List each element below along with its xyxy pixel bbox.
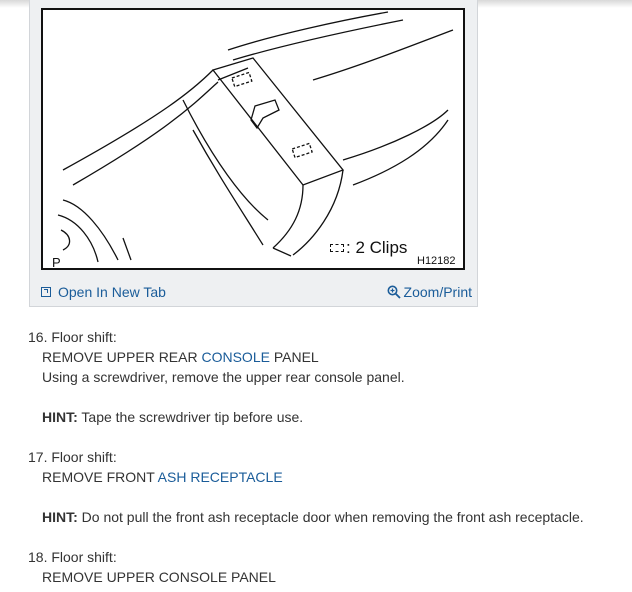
open-new-tab-button[interactable] xyxy=(41,284,166,300)
step-16 xyxy=(28,327,628,427)
step-17 xyxy=(28,447,628,527)
step-18 xyxy=(28,547,628,587)
hint-label: HINT: xyxy=(42,409,78,425)
console-link[interactable]: CONSOLE xyxy=(201,349,270,365)
step-heading: 17. Floor shift: xyxy=(28,449,117,465)
step-instruction: Using a screwdriver, remove the upper rear console panel. xyxy=(42,369,405,385)
zoom-icon xyxy=(387,285,401,299)
figure-card xyxy=(29,0,478,307)
clips-legend xyxy=(330,238,407,258)
step-heading: 16. Floor shift: xyxy=(28,329,117,345)
step-title: REMOVE UPPER CONSOLE PANEL xyxy=(42,569,276,585)
legend-colon: : xyxy=(346,238,356,257)
legend-text: 2 Clips xyxy=(355,238,408,257)
step-title-text: PANEL xyxy=(269,349,319,365)
step-title-text: REMOVE UPPER REAR xyxy=(42,349,202,365)
procedure-steps xyxy=(28,327,628,587)
console-line-drawing xyxy=(43,10,463,268)
figure-corner-label: P xyxy=(52,255,61,270)
clip-marker-icon xyxy=(330,244,344,252)
open-new-tab-label: Open In New Tab xyxy=(58,284,166,300)
zoom-print-button[interactable] xyxy=(387,284,472,300)
hint-text: Tape the screwdriver tip before use. xyxy=(77,409,304,425)
step-hint xyxy=(28,407,628,427)
step-title xyxy=(28,347,628,367)
console-illustration[interactable] xyxy=(41,8,465,270)
figure-id: H12182 xyxy=(417,255,456,267)
hint-label: HINT: xyxy=(42,509,78,525)
step-hint xyxy=(28,507,628,527)
ash-receptacle-link[interactable]: ASH RECEPTACLE xyxy=(157,469,283,485)
step-title-text: REMOVE FRONT xyxy=(42,469,158,485)
zoom-print-label: Zoom/Print xyxy=(403,284,472,300)
step-heading: 18. Floor shift: xyxy=(28,549,117,565)
open-new-tab-icon xyxy=(41,287,51,297)
hint-text: Do not pull the front ash receptacle door when removing the front ash receptacle. xyxy=(77,509,584,525)
step-title xyxy=(28,467,628,487)
